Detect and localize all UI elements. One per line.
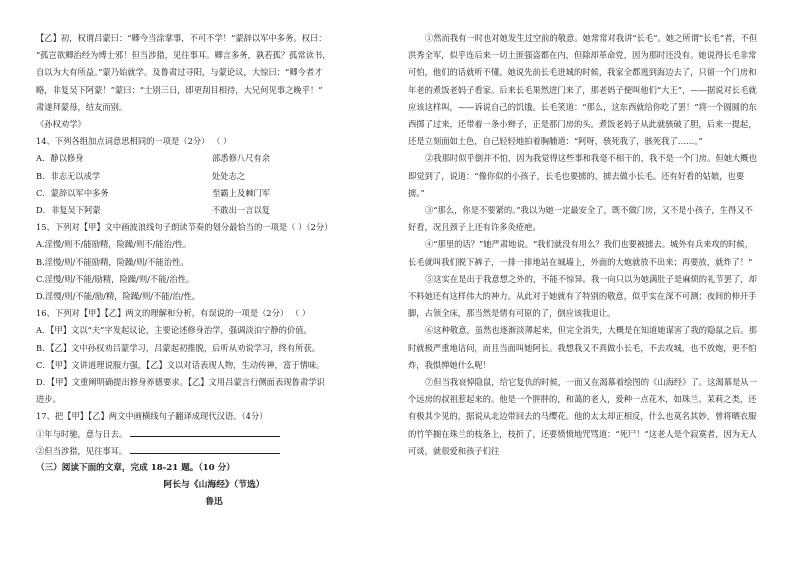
question-stem: 17、把【甲】【乙】两文中画横线句子翻译成现代汉语。（4分） <box>36 411 268 422</box>
option-c-right: 至霸上及棘门军 <box>212 187 271 198</box>
passage-line: “孤岂欲卿治经为博士邪！但当涉猎，见往事耳。卿言多务，孰若孤？孤常读书， <box>36 50 331 61</box>
question-stem: 16、下列对【甲】【乙】两文的理解和分析，有误说的一项是（2分） （ ） <box>36 308 311 319</box>
passage-line: 略，非复吴下阿蒙！”蒙曰：“士别三日，即更刮目相待，大兄何见事之晚乎！” <box>36 84 323 95</box>
paragraph-4: ④“那里的话？”她严肃地说。“我们就没有用么？我们也要被掳去。城外有兵来攻的时候，长毛就叫我们脱下裤子，一排一排地站在城墙上，外面的大炮就放不出来；再要放，就炸了！” <box>408 239 754 267</box>
paragraph-5: ⑤这实在是出于我意想之外的，不能不惊异。我一向只以为她满肚子是麻烦的礼节罢了，却不料她还有这样伟大的神力。从此对于她就有了特别的敬意，似乎实在深不可测；夜间的伸开手脚，占领全床，那当然是情有可原的了，倒应该我退让。 <box>408 273 757 319</box>
option-row <box>36 150 392 167</box>
option-a-left: A．静以修身 <box>36 153 84 164</box>
question-stem: 15、下列对【甲】文中画波浪线句子朗读节奏的划分最恰当的一项是（ ）（2分） <box>36 222 333 233</box>
answer-line[interactable] <box>130 444 280 454</box>
paragraph-7: ⑦但当我哀悼隐鼠，给它复仇的时候，一面又在渴慕着绘图的《山海经》了。这渴慕是从一个远房的叔祖惹起来的。他是一个胖胖的，和蔼的老人，爱种一点花木，如珠兰、茉莉之类，还有极其少见的，据说从北边带回去的马缨花。他的太太却正相反，什么也莫名其妙，曾将晒衣服的竹竿搁在珠兰的枝条上，枝折了，还要愤愤地咒骂道：“死尸！”这老人是个寂寞者，因为无人可谈，就很爱和孩子们往 <box>408 377 757 456</box>
option-c: C.淫慢/则/不能/励精，险躁/则/不能/治性。 <box>36 273 195 284</box>
option-a-right: 部悉修八尺有余 <box>212 153 271 164</box>
question-16 <box>36 305 392 408</box>
option-b-right: 处处志之 <box>212 170 246 181</box>
left-column <box>36 30 392 512</box>
option-d: D．【甲】文重阐明确提出修身养德要求。【乙】文用吕蒙言行侧面表现鲁肃学识 <box>36 377 325 388</box>
right-column <box>408 30 760 460</box>
question-17 <box>36 408 392 460</box>
passage-line: 自以为大有所益。”蒙乃始就学。及鲁肃过寻阳，与蒙论议，大惊曰：“卿今者才 <box>36 67 323 78</box>
paragraph-2: ②我那时似乎倒并不怕，因为我觉得这些事和我毫不相干的，我不是一个门房。但她大概也即觉到了，说道：“像你似的小孩子，长毛也要掳的，掳去做小长毛。还有好看的姑娘，也要掳。” <box>408 153 757 198</box>
translation-sentence: ①年与时驰，意与日去。 <box>36 428 128 439</box>
question-14 <box>36 133 392 219</box>
option-b-left: B．非志无以成学 <box>36 170 101 181</box>
option-a: A.淫慢/则不/能励精，险躁/则不/能治/性。 <box>36 239 192 250</box>
yi-passage <box>36 30 392 116</box>
option-c-left: C．蒙辞以军中多务 <box>36 187 109 198</box>
passage-source: 《孙权劝学》 <box>36 119 86 130</box>
question-stem: 14、下列各组加点词意思相同的一项是（2分） （ ） <box>36 136 232 147</box>
option-b: B．【乙】文中孙权劝吕蒙学习，吕蒙起初推脱，后听从劝说学习，终有所获。 <box>36 342 321 353</box>
article-author: 鲁迅 <box>205 497 223 508</box>
passage-line: 【乙】初，权谓吕蒙曰：“卿今当涂掌事，不可不学！”蒙辞以军中多务。权曰： <box>36 33 327 43</box>
answer-line[interactable] <box>130 427 280 437</box>
passage-line: 肃遂拜蒙母，结友而别。 <box>36 101 128 112</box>
question-15 <box>36 219 392 305</box>
option-d: D.淫慢/则/不能/励/精，险躁/则/不能/治/性。 <box>36 291 201 302</box>
option-row <box>36 202 392 219</box>
paragraph-6: ⑥这种敬意，虽然也逐渐淡薄起来，但完全消失，大概是在知道她谋害了我的隐鼠之后。那时就极严重地诘问，而且当面叫她阿长。我想我又不真做小长毛，不去攻城，也不放炮，更不怕炸，我惧惮她什么呢！ <box>408 325 757 370</box>
option-row <box>36 185 392 202</box>
option-c: C．【甲】文讲道理说服力强，【乙】文以对话表现人物，生动传神，富于情味。 <box>36 359 325 370</box>
option-d-left: D．非复吴下阿蒙 <box>36 205 101 216</box>
option-a: A．【甲】文以“夫”字发起议论，主要论述修身治学，强调淡泊宁静的价值。 <box>36 325 312 336</box>
translation-item <box>36 426 392 443</box>
section-heading: （三）阅读下面的文章，完成 18-21 题。（10 分） <box>36 463 235 474</box>
option-d-continued: 进步。 <box>36 394 61 405</box>
article-title: 阿长与《山海经》（节选） <box>163 480 265 491</box>
option-row <box>36 168 392 185</box>
translation-item <box>36 443 392 460</box>
option-d-right: 不敢出一言以复 <box>212 205 271 216</box>
paragraph-1: ①然而我有一时也对她发生过空前的敬意。她常常对我讲“长毛”。她之所谓“长毛”者，不但洪秀全军，似乎连后来一切土匪强盗都在内，但除却革命党，因为那时还没有。她说得长毛非常可怕，他们的话就听不懂。她说先前长毛进城的时候，我家全都逃到海边去了，只留一个门房和年老的煮饭老妈子看家。后来长毛果然进门来了，那老妈子便叫他们“大王”，——据说对长毛就应该这样叫，——诉说自己的饥饿。长毛笑道：“那么，这东西就给你吃了罢！”将一个圆圆的东西掷了过来，还带着一条小辫子，正是那门房的头。煮饭老妈子从此就骇破了胆，后来一提起，还是立刻面如土色，自己轻轻地拍着胸脯道：“阿呀，骇死我了，骇死我了……。” <box>408 33 758 147</box>
option-b: B.淫慢/则/不能励精，险躁/则/不能治性。 <box>36 256 189 267</box>
translation-sentence: ②但当涉猎，见往事耳。 <box>36 445 128 456</box>
paragraph-3: ③“那么，你是不要紧的。”我以为她一定最安全了，既不做门房，又不是小孩子，生得又不好看，况且颈子上还有许多灸疮疤。 <box>408 205 753 233</box>
